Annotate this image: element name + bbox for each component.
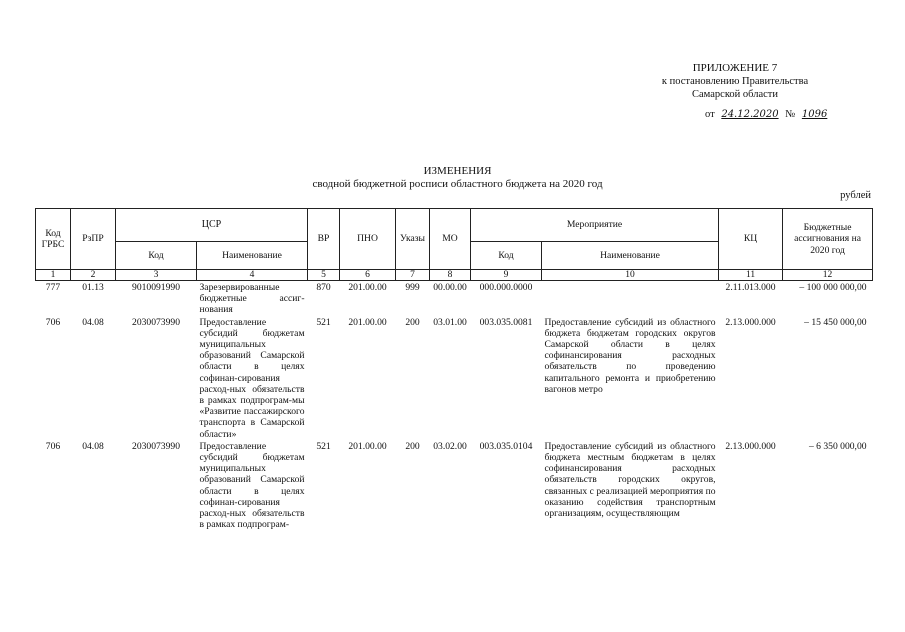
appendix-title: ПРИЛОЖЕНИЕ 7: [692, 62, 778, 74]
cell-amount: – 6 350 000,00: [808, 440, 867, 452]
cell-csr: 9010091990: [132, 282, 180, 293]
unit-label: рублей: [840, 190, 871, 201]
header-allocations: Бюджетные ассигнования на 2020 год: [783, 209, 873, 270]
cell-event-code: 000.000.0000: [479, 282, 533, 293]
header-vr: ВР: [308, 209, 340, 270]
cell-pno: 201.00.00: [348, 440, 387, 452]
cell-grbs: 706: [45, 316, 61, 328]
table-row: [36, 281, 873, 316]
date-prefix: от: [705, 109, 715, 120]
header-event-code: Код: [471, 242, 542, 270]
cell-rzpr: 04.08: [82, 440, 104, 452]
cell-vr: 870: [316, 282, 331, 293]
cell-event-code: 003.035.0081: [479, 316, 533, 328]
cell-rzpr: 04.08: [82, 316, 104, 328]
cell-mo: 03.02.00: [433, 440, 467, 452]
column-number: 7: [396, 270, 430, 281]
header-grbs: Код ГРБС: [36, 209, 71, 270]
header-kc: КЦ: [719, 209, 783, 270]
column-number: 1: [36, 270, 71, 281]
number-value: 1096: [801, 109, 828, 120]
cell-grbs: 706: [45, 440, 61, 452]
document-subtitle: сводной бюджетной росписи областного бюджета на 2020 год: [312, 178, 603, 190]
cell-ukazy: 200: [405, 316, 420, 328]
cell-kc: 2.13.000.000: [725, 316, 776, 328]
header-csr-name: Наименование: [197, 242, 308, 270]
appendix-line-2: Самарской области: [692, 89, 778, 100]
cell-kc: 2.13.000.000: [725, 440, 776, 452]
header-event-name: Наименование: [542, 242, 719, 270]
column-number: 5: [308, 270, 340, 281]
column-number: 11: [719, 270, 783, 281]
header-csr: ЦСР: [116, 209, 308, 242]
appendix-block: [615, 62, 855, 101]
document-title: ИЗМЕНЕНИЯ: [423, 165, 492, 177]
table-row: [36, 316, 873, 440]
date-line: [705, 109, 831, 120]
appendix-line-1: к постановлению Правительства: [661, 76, 809, 87]
document-title-block: [250, 165, 665, 191]
cell-name: Предоставление субсидий бюджетам муниципальных образований Самарской области в целях софинан-сирования расход-ных обязательств в рамках подпрограм-: [199, 440, 305, 531]
header-mo: МО: [430, 209, 471, 270]
column-number: 8: [430, 270, 471, 281]
column-number: 6: [340, 270, 396, 281]
cell-csr: 2030073990: [132, 440, 180, 452]
cell-mo: 00.00.00: [433, 282, 467, 293]
column-number: 4: [197, 270, 308, 281]
cell-rzpr: 01.13: [82, 282, 104, 293]
cell-name: Предоставление субсидий бюджетам муниципальных образований Самарской области в целях софинан-сирования расход-ных обязательств в рамках подпрограм-мы «Развитие пассажирского транспорта в Самарской области»: [199, 316, 305, 440]
cell-name: Зарезервированные бюджетные ассиг-нования: [199, 282, 305, 316]
cell-mo: 03.01.00: [433, 316, 467, 328]
column-number: 10: [542, 270, 719, 281]
column-number: 2: [71, 270, 116, 281]
cell-event-name: [542, 281, 719, 316]
cell-ukazy: 200: [405, 440, 420, 452]
table-row: [36, 440, 873, 531]
column-number: 9: [471, 270, 542, 281]
cell-ukazy: 999: [405, 282, 420, 293]
header-event: Мероприятие: [471, 209, 719, 242]
cell-grbs: 777: [45, 282, 61, 293]
date-value: 24.12.2020: [721, 109, 779, 120]
cell-csr: 2030073990: [132, 316, 180, 328]
cell-event-code: 003.035.0104: [479, 440, 533, 452]
cell-amount: – 15 450 000,00: [804, 316, 867, 328]
cell-pno: 201.00.00: [348, 316, 387, 328]
cell-event-name: Предоставление субсидий из областного бюджета местным бюджетам в целях софинансирования расходных обязательств городских округов, связанных с реализацией мероприятия по оказанию содействия транспортным организациям, осуществляющим: [544, 440, 716, 520]
column-number: 12: [783, 270, 873, 281]
number-label: №: [785, 109, 796, 120]
cell-vr: 521: [316, 316, 331, 328]
header-rzpr: РзПР: [71, 209, 116, 270]
budget-changes-table: [35, 208, 873, 530]
cell-pno: 201.00.00: [348, 282, 387, 293]
cell-event-name: Предоставление субсидий из областного бюджета бюджетам городских округов Самарской области в целях софинансирования расходных обязательств по проведению капитального ремонта и приобретению вагонов метро: [544, 316, 716, 395]
header-pno: ПНО: [340, 209, 396, 270]
cell-amount: – 100 000 000,00: [799, 282, 867, 293]
cell-kc: 2.11.013.000: [725, 282, 776, 293]
cell-vr: 521: [316, 440, 331, 452]
column-number: 3: [116, 270, 197, 281]
header-csr-code: Код: [116, 242, 197, 270]
header-ukazy: Указы: [396, 209, 430, 270]
